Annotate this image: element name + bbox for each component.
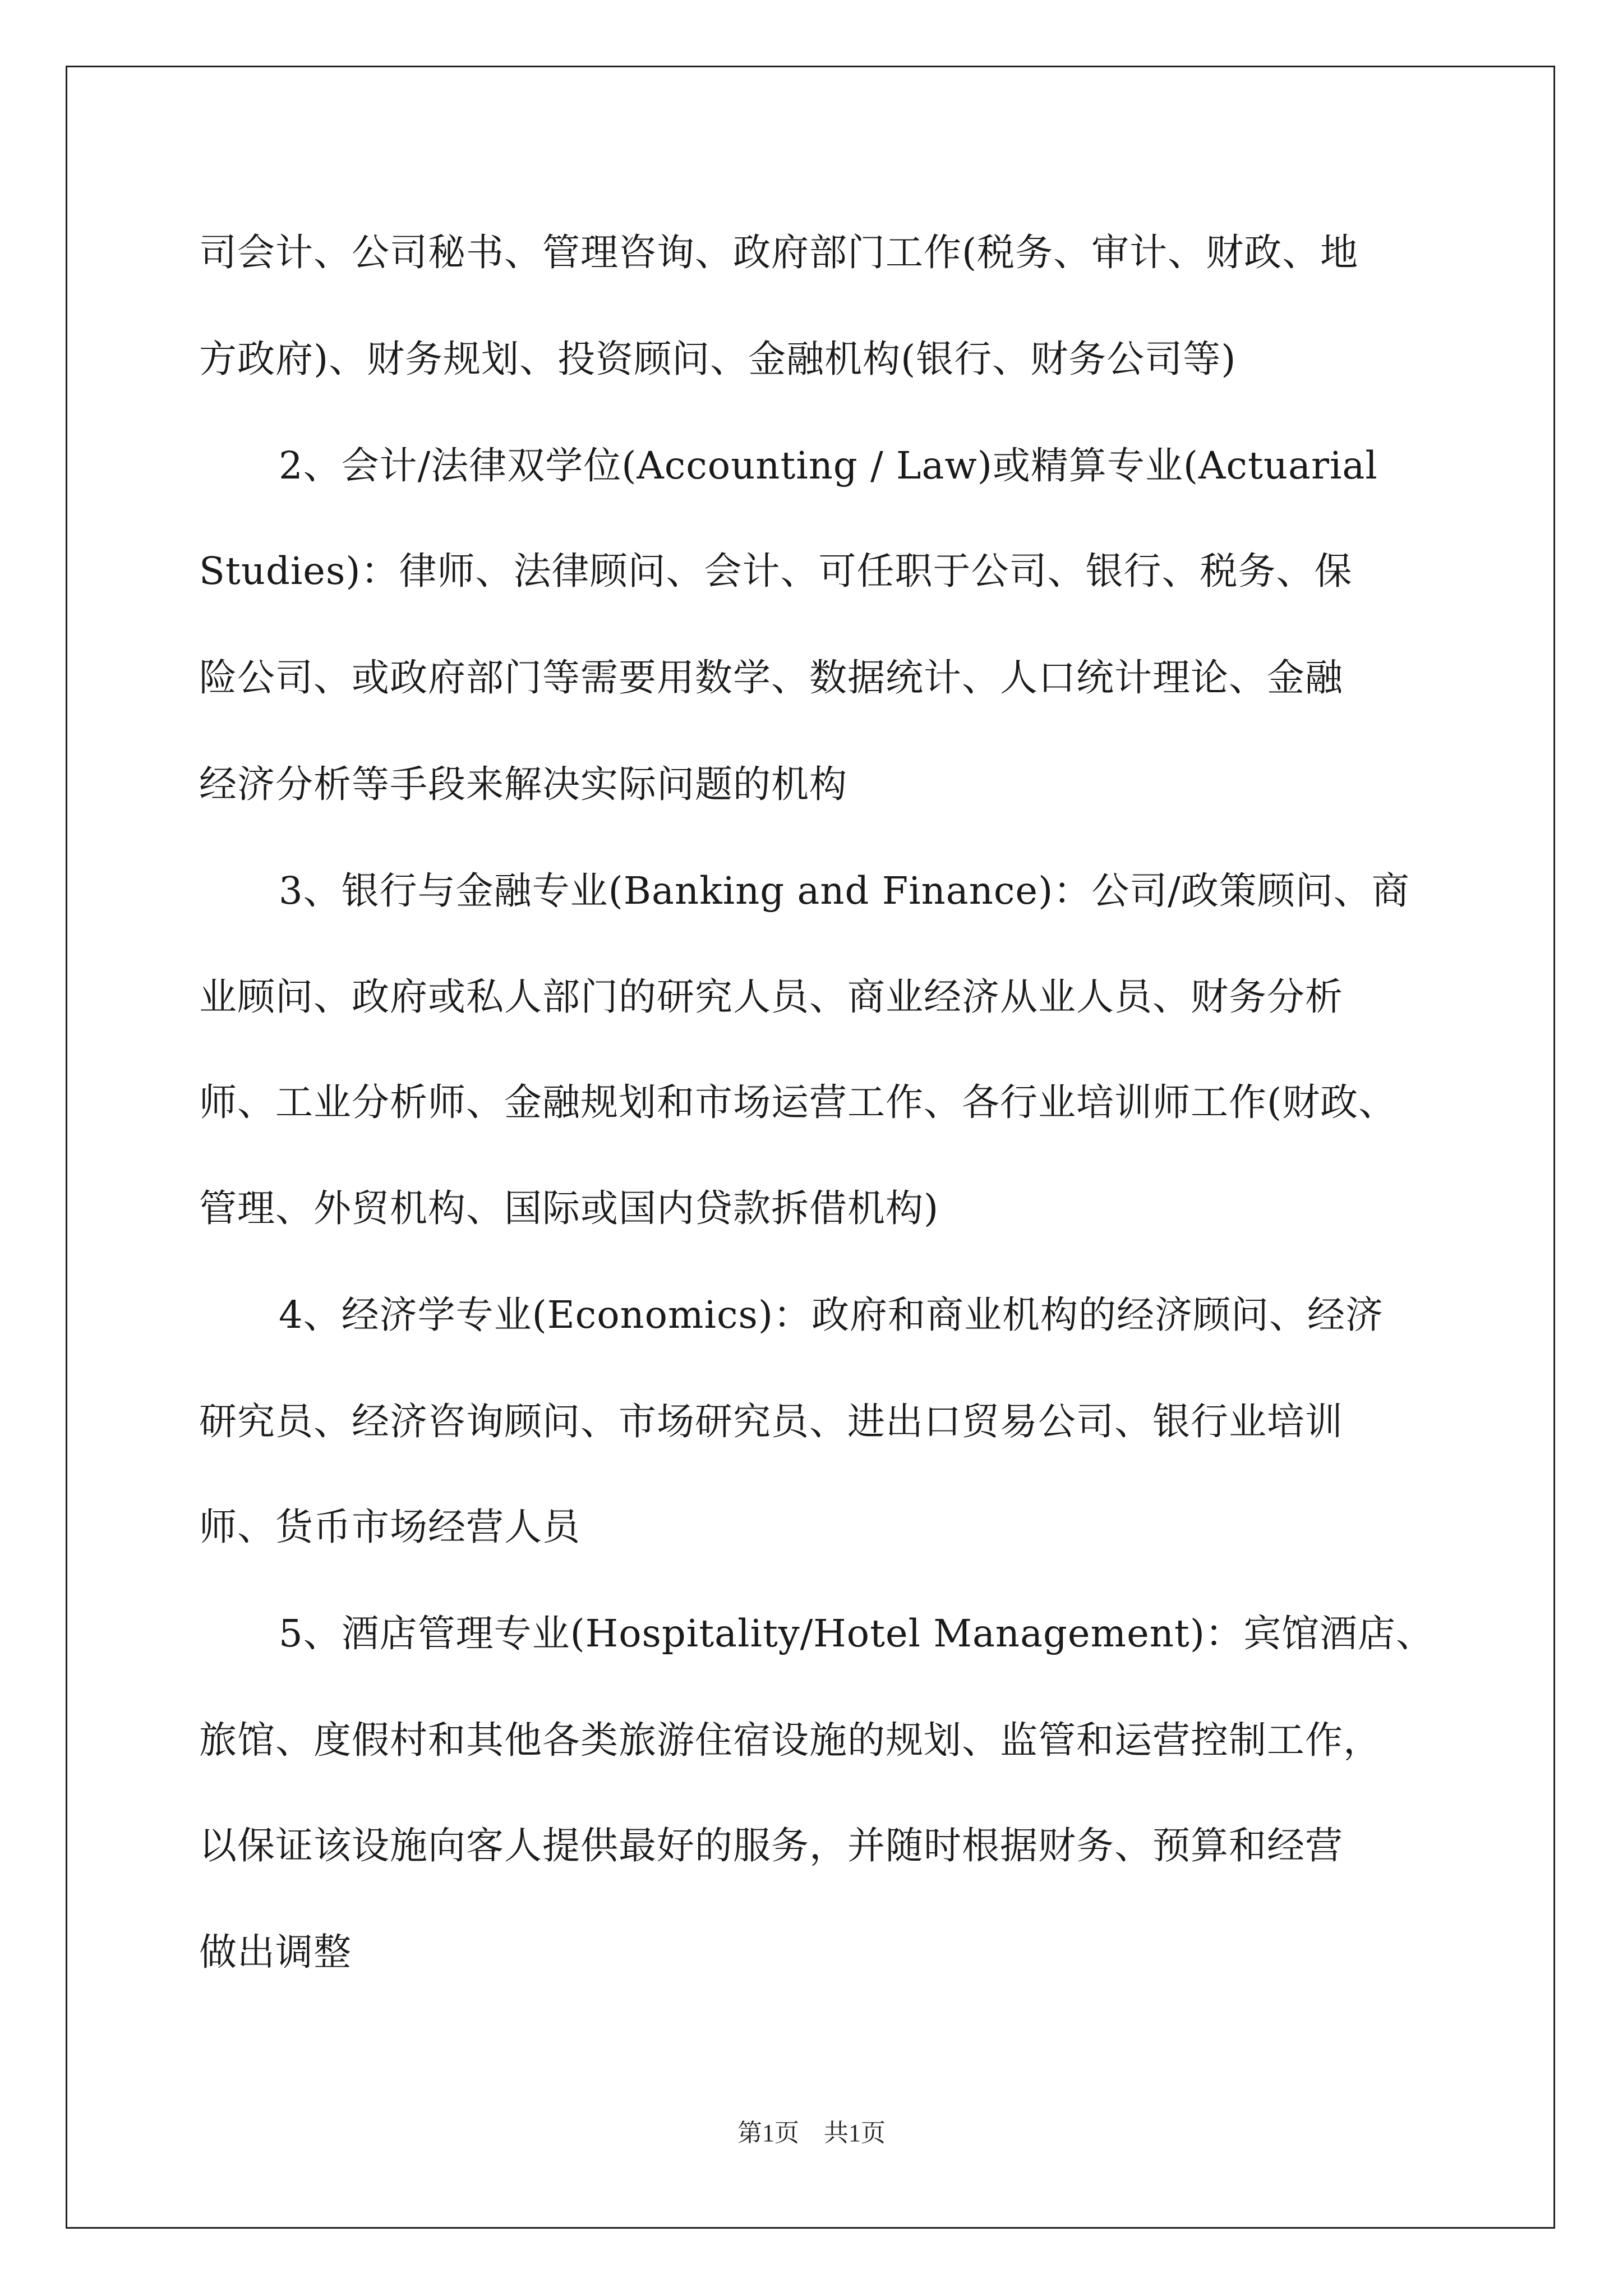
paragraph-3-start: 3、银行与金融专业(Banking and Finance)：公司/政策顾问、商 xyxy=(279,869,1410,913)
paragraph-4-start: 4、经济学专业(Economics)：政府和商业机构的经济顾问、经济 xyxy=(279,1293,1384,1337)
paragraph-2-start: 2、会计/法律双学位(Accounting / Law)或精算专业(Actuarial xyxy=(279,444,1378,487)
text-line: 险公司、或政府部门等需要用数学、数据统计、人口统计理论、金融 xyxy=(199,656,1343,700)
page-number-footer: 第1页 共1页 xyxy=(737,2119,886,2147)
text-line: 师、工业分析师、金融规划和市场运营工作、各行业培训师工作(财政、 xyxy=(199,1080,1397,1124)
paragraph-5-start: 5、酒店管理专业(Hospitality/Hotel Management)：宾馆酒店、 xyxy=(279,1612,1434,1655)
text-line: Studies)：律师、法律顾问、会计、可任职于公司、银行、税务、保 xyxy=(199,549,1353,593)
page-border xyxy=(66,66,1555,2229)
text-line: 经济分析等手段来解决实际问题的机构 xyxy=(199,762,847,806)
text-line: 业顾问、政府或私人部门的研究人员、商业经济从业人员、财务分析 xyxy=(199,975,1343,1019)
text-line: 师、货币市场经营人员 xyxy=(199,1505,580,1549)
text-line: 方政府)、财务规划、投资顾问、金融机构(银行、财务公司等) xyxy=(199,337,1237,381)
text-line: 研究员、经济咨询顾问、市场研究员、进出口贸易公司、银行业培训 xyxy=(199,1400,1343,1443)
text-line: 以保证该设施向客人提供最好的服务，并随时根据财务、预算和经营 xyxy=(199,1824,1343,1867)
text-line: 做出调整 xyxy=(199,1930,352,1974)
text-line: 司会计、公司秘书、管理咨询、政府部门工作(税务、审计、财政、地 xyxy=(199,231,1359,274)
text-line: 旅馆、度假村和其他各类旅游住宿设施的规划、监管和运营控制工作， xyxy=(199,1718,1381,1762)
text-line: 管理、外贸机构、国际或国内贷款拆借机构) xyxy=(199,1186,939,1230)
